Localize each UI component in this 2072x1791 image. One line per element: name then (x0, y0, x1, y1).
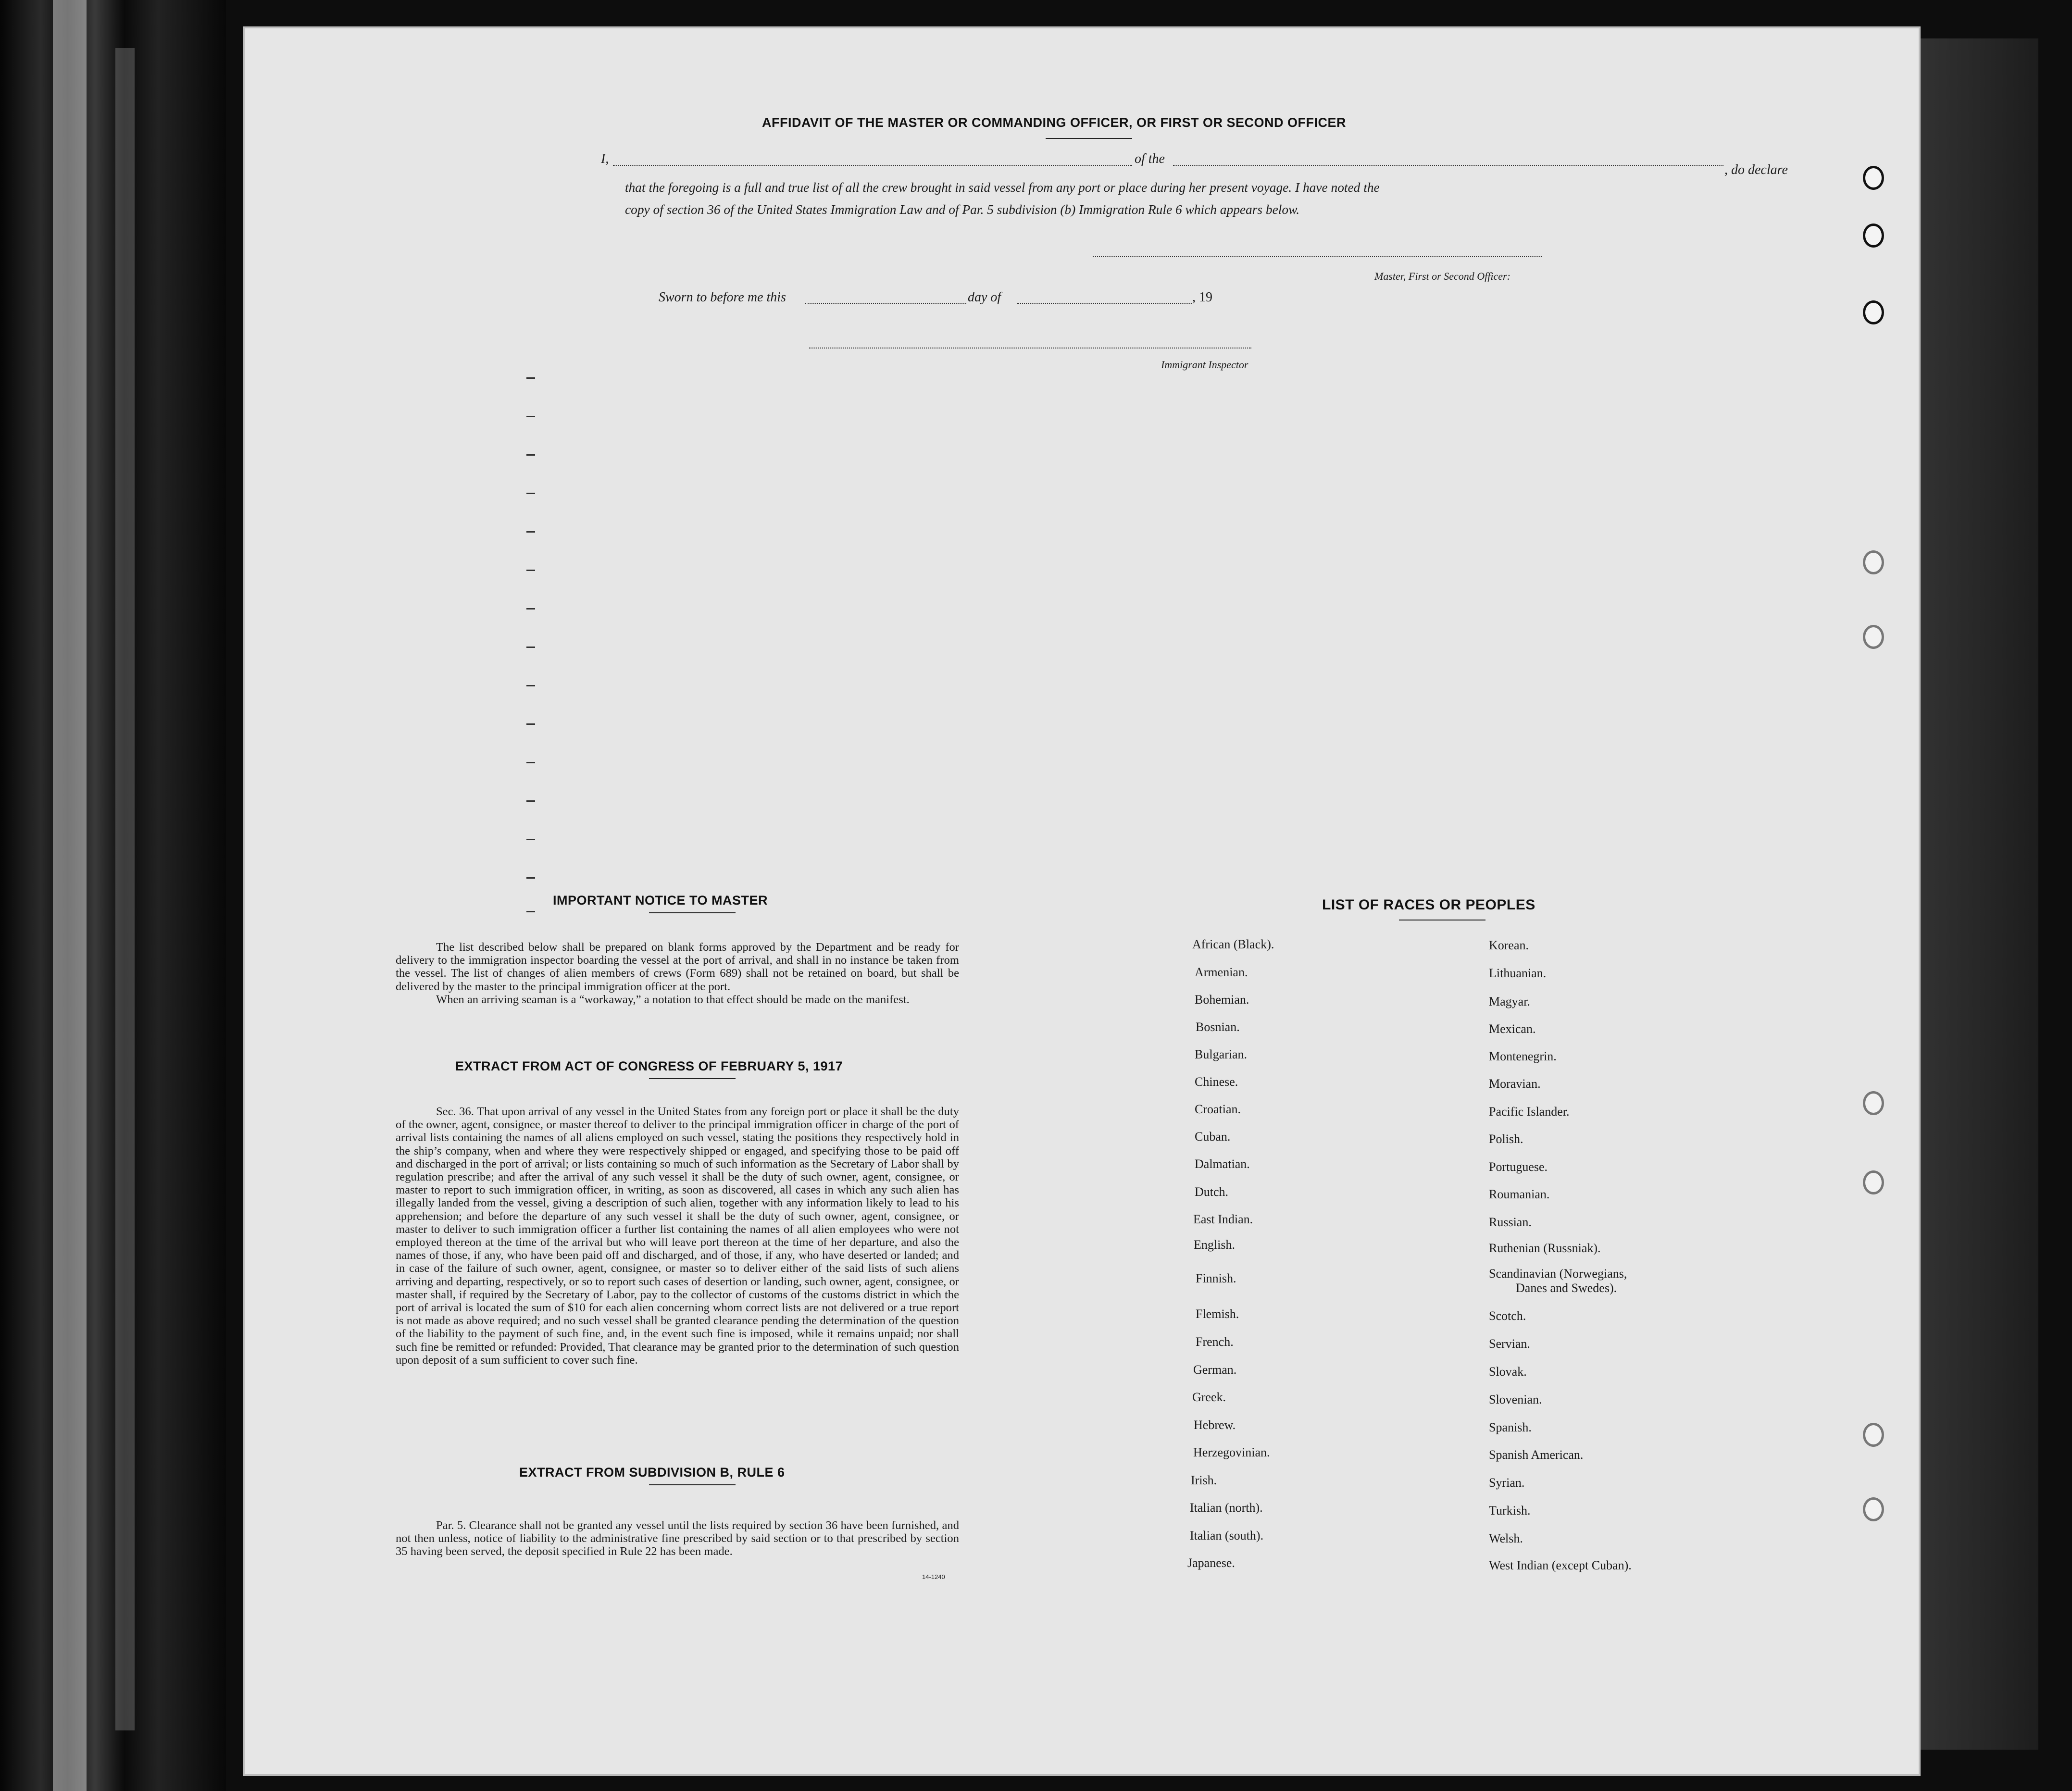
affidavit-i: I, (601, 151, 609, 166)
inspector-caption: Immigrant Inspector (1161, 359, 1248, 371)
race-item: Cuban. (1195, 1130, 1231, 1144)
act-text (396, 1105, 959, 1367)
binder-hole (1863, 224, 1884, 248)
bleed-through-mark (526, 723, 535, 725)
bleed-through-mark (526, 531, 535, 533)
binder-hole (1863, 550, 1884, 574)
race-item: Servian. (1489, 1337, 1530, 1351)
rule-title: EXTRACT FROM SUBDIVISION B, RULE 6 (519, 1465, 785, 1480)
race-item: Roumanian. (1489, 1187, 1550, 1201)
race-item: Finnish. (1196, 1271, 1236, 1285)
race-item: Turkish. (1489, 1504, 1531, 1517)
race-item: Herzegovinian. (1193, 1445, 1270, 1459)
binder-hole (1863, 1091, 1884, 1115)
rule-text (396, 1519, 959, 1558)
race-item: West Indian (except Cuban). (1489, 1558, 1632, 1572)
notice-text (396, 941, 959, 1006)
race-item: Korean. (1489, 938, 1529, 952)
bleed-through-mark (526, 877, 535, 879)
race-item: Lithuanian. (1489, 966, 1547, 980)
act-title: EXTRACT FROM ACT OF CONGRESS OF FEBRUARY 5, 1917 (455, 1059, 843, 1073)
notice-paragraph-1: The list described below shall be prepared on blank forms approved by the Department and be ready for delivery to the immigration inspector boarding the vessel at the port of arrival, and shall in no instance be taken from the vessel. The list of changes of alien members of crews (Form 689) shall not be retained on board, but shall be delivered by the master to the principal immigration officer at the port. (396, 941, 959, 993)
rule-paragraph-5: Par. 5. Clearance shall not be granted any vessel until the lists required by section 36 have been furnished, and not then unless, notice of liability to the administrative fine prescribed by said section or to that prescribed by section 35 having been served, the deposit specified in Rule 22 has been made. (396, 1519, 959, 1558)
title-underline (1046, 138, 1132, 139)
race-item: Armenian. (1195, 965, 1248, 979)
day-of-label: day of (968, 290, 1001, 305)
binder-hole (1863, 166, 1884, 190)
binder-hole (1863, 1170, 1884, 1194)
bleed-through-mark (526, 685, 535, 686)
master-caption: Master, First or Second Officer: (1374, 270, 1510, 282)
race-item: Polish. (1489, 1132, 1523, 1146)
race-item: Flemish. (1196, 1307, 1239, 1321)
race-item: Dutch. (1195, 1185, 1229, 1199)
race-item: Croatian. (1195, 1102, 1241, 1116)
race-item: Greek. (1192, 1390, 1226, 1404)
race-item: Italian (north). (1190, 1501, 1263, 1515)
race-item: Spanish American. (1489, 1448, 1584, 1462)
race-item: Welsh. (1489, 1531, 1523, 1545)
vessel-blank (1173, 165, 1723, 166)
notice-paragraph-2: When an arriving seaman is a “workaway,” a notation to that effect should be made on the manifest. (436, 993, 910, 1006)
race-item: Slovak. (1489, 1365, 1527, 1379)
affidavit-line-2: that the foregoing is a full and true list of all the crew brought in said vessel from any port or place during her present voyage. I have noted the (625, 180, 1380, 195)
binding-edge (115, 48, 135, 1730)
act-underline (649, 1078, 736, 1079)
race-item: Mexican. (1489, 1022, 1536, 1036)
binder-hole (1863, 625, 1884, 649)
bleed-through-mark (526, 416, 535, 417)
race-item: Montenegrin. (1489, 1049, 1557, 1063)
race-item: Chinese. (1195, 1075, 1238, 1089)
race-item: Syrian. (1489, 1476, 1525, 1490)
affidavit-title: AFFIDAVIT OF THE MASTER OR COMMANDING OFFICER, OR FIRST OR SECOND OFFICER (762, 115, 1346, 130)
binder-hole (1863, 1497, 1884, 1521)
bleed-through-mark (526, 570, 535, 571)
race-item: German. (1193, 1363, 1237, 1377)
race-item: Hebrew. (1194, 1418, 1236, 1432)
rule-underline (649, 1484, 736, 1485)
race-item: Bulgarian. (1195, 1047, 1248, 1061)
race-item: Italian (south). (1190, 1529, 1264, 1542)
bleed-through-mark (526, 800, 535, 802)
race-item-continuation: Danes and Swedes). (1516, 1281, 1617, 1295)
bleed-through-mark (526, 377, 535, 379)
race-item: Russian. (1489, 1215, 1532, 1229)
race-item: Pacific Islander. (1489, 1105, 1570, 1119)
race-item: Irish. (1191, 1473, 1217, 1487)
document-page (243, 26, 1921, 1776)
race-item: Bosnian. (1196, 1020, 1240, 1034)
bleed-through-mark (526, 762, 535, 763)
race-item: Scotch. (1489, 1309, 1526, 1323)
race-item: East Indian. (1193, 1212, 1253, 1226)
race-item: Portuguese. (1489, 1160, 1548, 1174)
master-signature-line (1093, 256, 1542, 257)
affidavit-line-3: copy of section 36 of the United States Immigration Law and of Par. 5 subdivision (b) Immigration Rule 6 which appears below. (625, 202, 1300, 217)
binder-hole (1863, 1423, 1884, 1447)
race-item: Moravian. (1489, 1077, 1541, 1091)
race-item: English. (1194, 1238, 1235, 1252)
notice-underline (649, 912, 736, 913)
race-item: Japanese. (1187, 1556, 1235, 1570)
race-item: Spanish. (1489, 1420, 1532, 1434)
races-title: LIST OF RACES OR PEOPLES (1322, 897, 1535, 913)
act-section-36: Sec. 36. That upon arrival of any vessel in the United States from any foreign port or place it shall be the duty of the owner, agent, consignee, or master thereof to deliver to the principal immigration officer in charge of the port of arrival lists containing the names of all aliens employed on such vessel, stating the positions they respectively hold in the ship’s company, when and where they were respectively shipped or engaged, and specifying those to be paid off and discharged in the port of arrival; or lists containing so much of such information as the Secretary of Labor shall by regulation prescribe; and after the arrival of any such vessel it shall be the duty of such owner, agent, consignee, or master to report to such immigration officer, in writing, as soon as discovered, all cases in which any such alien has illegally landed from the vessel, giving a description of such alien, together with any information likely to lead to his apprehension; and before the departure of any such vessel it shall be the duty of such owner, agent, consignee, or master to deliver to such immigration officer a further list containing the names of all alien employees who were not employed thereon at the time of the arrival but who will leave port thereon at the time of her departure, and also the names of those, if any, who have been paid off and discharged, and of those, if any, who have deserted or landed; and in case of the failure of such owner, agent, consignee, or master so to deliver either of the said lists of such aliens arriving and departing, respectively, or so to report such cases of desertion or landing, such owner, agent, consignee, or master shall, if required by the Secretary of Labor, pay to the collector of customs of the customs district in which the port of arrival is located the sum of $10 for each alien concerning whom correct lists are not delivered or a true report is not made as above required; and no such vessel shall be granted clearance pending the determination of the question of the liability to the payment of such fine, and, in the event such fine is imposed, while it remains unpaid; nor shall such fine be remitted or refunded: Provided, That clearance may be granted prior to the determination of such question upon deposit of a sum sufficient to cover such fine. (396, 1105, 959, 1367)
year-label: , 19 (1192, 290, 1212, 305)
form-code: 14-1240 (922, 1573, 945, 1580)
race-item: Slovenian. (1489, 1393, 1542, 1406)
bleed-through-mark (526, 493, 535, 494)
affidavit-do-declare: , do declare (1724, 162, 1788, 177)
book-binding (0, 0, 226, 1791)
sworn-day-blank (805, 303, 966, 304)
bleed-through-mark (526, 911, 535, 912)
race-item: Dalmatian. (1195, 1157, 1250, 1171)
race-item: Magyar. (1489, 995, 1530, 1008)
bleed-through-mark (526, 647, 535, 648)
bleed-through-mark (526, 839, 535, 840)
binder-hole (1863, 300, 1884, 324)
race-item: Ruthenian (Russniak). (1489, 1241, 1601, 1255)
notice-title: IMPORTANT NOTICE TO MASTER (553, 893, 768, 908)
bleed-through-mark (526, 454, 535, 456)
race-item: African (Black). (1192, 937, 1274, 951)
binding-spine (53, 0, 87, 1791)
sworn-month-blank (1017, 303, 1192, 304)
race-item: Scandinavian (Norwegians, (1489, 1267, 1627, 1281)
name-blank (613, 165, 1132, 166)
race-item: French. (1196, 1335, 1234, 1349)
sworn-label: Sworn to before me this (659, 290, 786, 305)
bleed-through-mark (526, 608, 535, 609)
affidavit-of-the: of the (1135, 151, 1165, 166)
race-item: Bohemian. (1195, 993, 1249, 1007)
